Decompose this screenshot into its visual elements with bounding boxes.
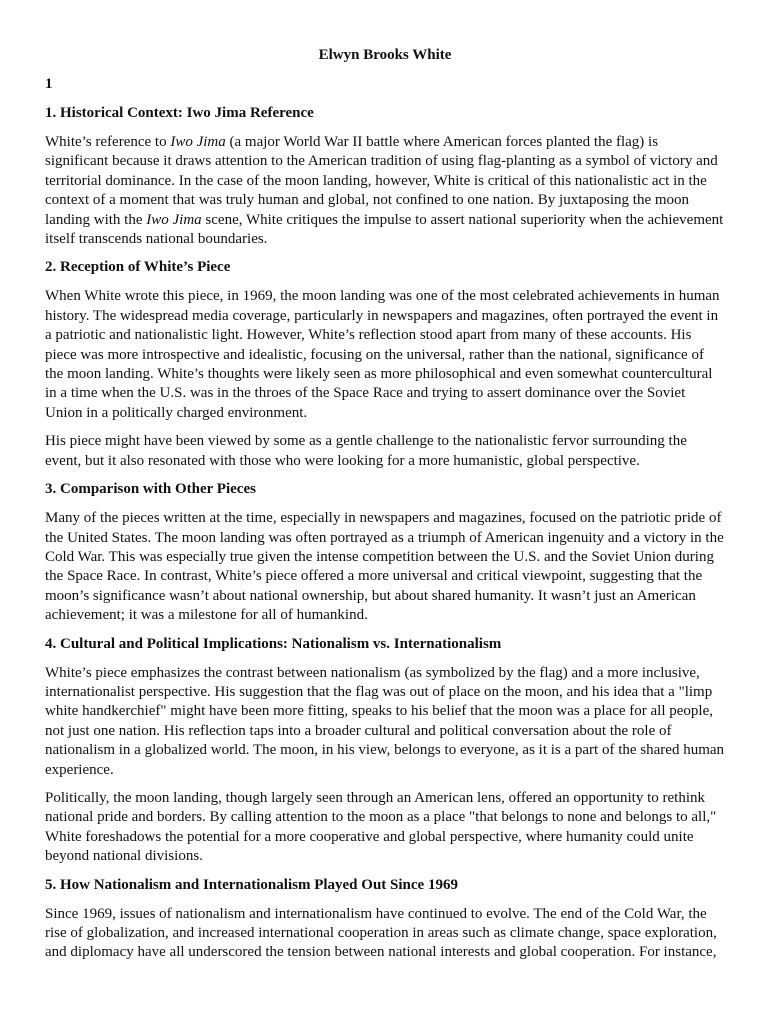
section-heading: 2. Reception of White’s Piece [45, 259, 231, 276]
italic-text: Iwo Jima [146, 211, 202, 228]
section-since-1969 [45, 876, 725, 963]
italic-text: Iwo Jima [170, 134, 226, 150]
paragraph: When White wrote this piece, in 1969, the moon landing was one of the most celebrated achievements in human history. The widespread media coverage, particularly in newspapers and magazines, often portrayed the event in a patriotic and nationalistic light. However, White’s reflection stood apart from many of these accounts. His piece was more introspective and idealistic, focusing on the universal, rather than the national, significance of the moon landing. White’s thoughts were likely seen as more philosophical and even somewhat countercultural in a time when the U.S. was in the throes of the Space Race and trying to assert dominance over the Soviet Union in a politically charged environment. [45, 288, 720, 421]
text-run: White’s reference to [45, 134, 171, 150]
section-heading: 1. Historical Context: Iwo Jima Reference [45, 105, 314, 121]
paragraph: Politically, the moon landing, though largely seen through an American lens, offered an opportunity to rethink national pride and borders. By calling attention to the moon as a place "that belongs to none and belongs to all," White foreshadows the potential for a more cooperative and global perspective, where humanity could unite beyond national divisions. [45, 789, 717, 865]
section-cultural-political [45, 635, 725, 867]
section-historical-context [45, 104, 725, 249]
document-page [45, 46, 725, 972]
text-run: scene, White critiques the impulse to assert national superiority when the achievement itself transcends national boundaries. [45, 211, 724, 248]
section-heading: 3. Comparison with Other Pieces [45, 481, 256, 498]
paragraph: Many of the pieces written at the time, especially in newspapers and magazines, focused on the patriotic pride of the United States. The moon landing was often portrayed as a triumph of American ingenuity and a victory in the Cold War. This was especially true given the intense competition between the U.S. and the Soviet Union during the Space Race. In contrast, White’s piece offered a more universal and critical viewpoint, suggesting that the moon’s significance wasn’t about national ownership, but about shared humanity. It wasn’t just an American achievement; it was a milestone for all of humankind. [45, 510, 724, 624]
document-title: Elwyn Brooks White [318, 47, 452, 63]
page-number: 1 [45, 76, 53, 92]
text-run: (a major World War II battle where American forces planted the flag) is significant because it draws attention to the American tradition of using flag-planting as a symbol of victory and territorial dominance. In the case of the moon landing, however, White is critical of this nationalistic act in the context of a moment that was truly human and global, not confined to one nation. By juxtaposing the moon landing with the [45, 134, 718, 228]
section-heading: 5. How Nationalism and Internationalism Played Out Since 1969 [45, 876, 458, 893]
paragraph [45, 133, 725, 249]
paragraph: His piece might have been viewed by some as a gentle challenge to the nationalistic fervor surrounding the event, but it also resonated with those who were looking for a more humanistic, global perspective. [45, 433, 687, 469]
section-heading: 4. Cultural and Political Implications: Nationalism vs. Internationalism [45, 635, 502, 652]
section-reception [45, 258, 725, 471]
paragraph: Since 1969, issues of nationalism and internationalism have continued to evolve. The end of the Cold War, the rise of globalization, and increased international cooperation in areas such as climate change, space exploration, and diplomacy have all underscored the tension between national interests and global cooperation. For instance, [45, 905, 717, 961]
paragraph: White’s piece emphasizes the contrast between nationalism (as symbolized by the flag) and a more inclusive, internationalist perspective. His suggestion that the flag was out of place on the moon, and his idea that a "limp white handkerchief" might have been more fitting, speaks to his belief that the moon was a place for all people, not just one nation. His reflection taps into a broader cultural and political conversation about the role of nationalism in a globalized world. The moon, in his view, belongs to everyone, as it is a part of the shared human experience. [45, 664, 725, 778]
section-comparison [45, 480, 725, 625]
